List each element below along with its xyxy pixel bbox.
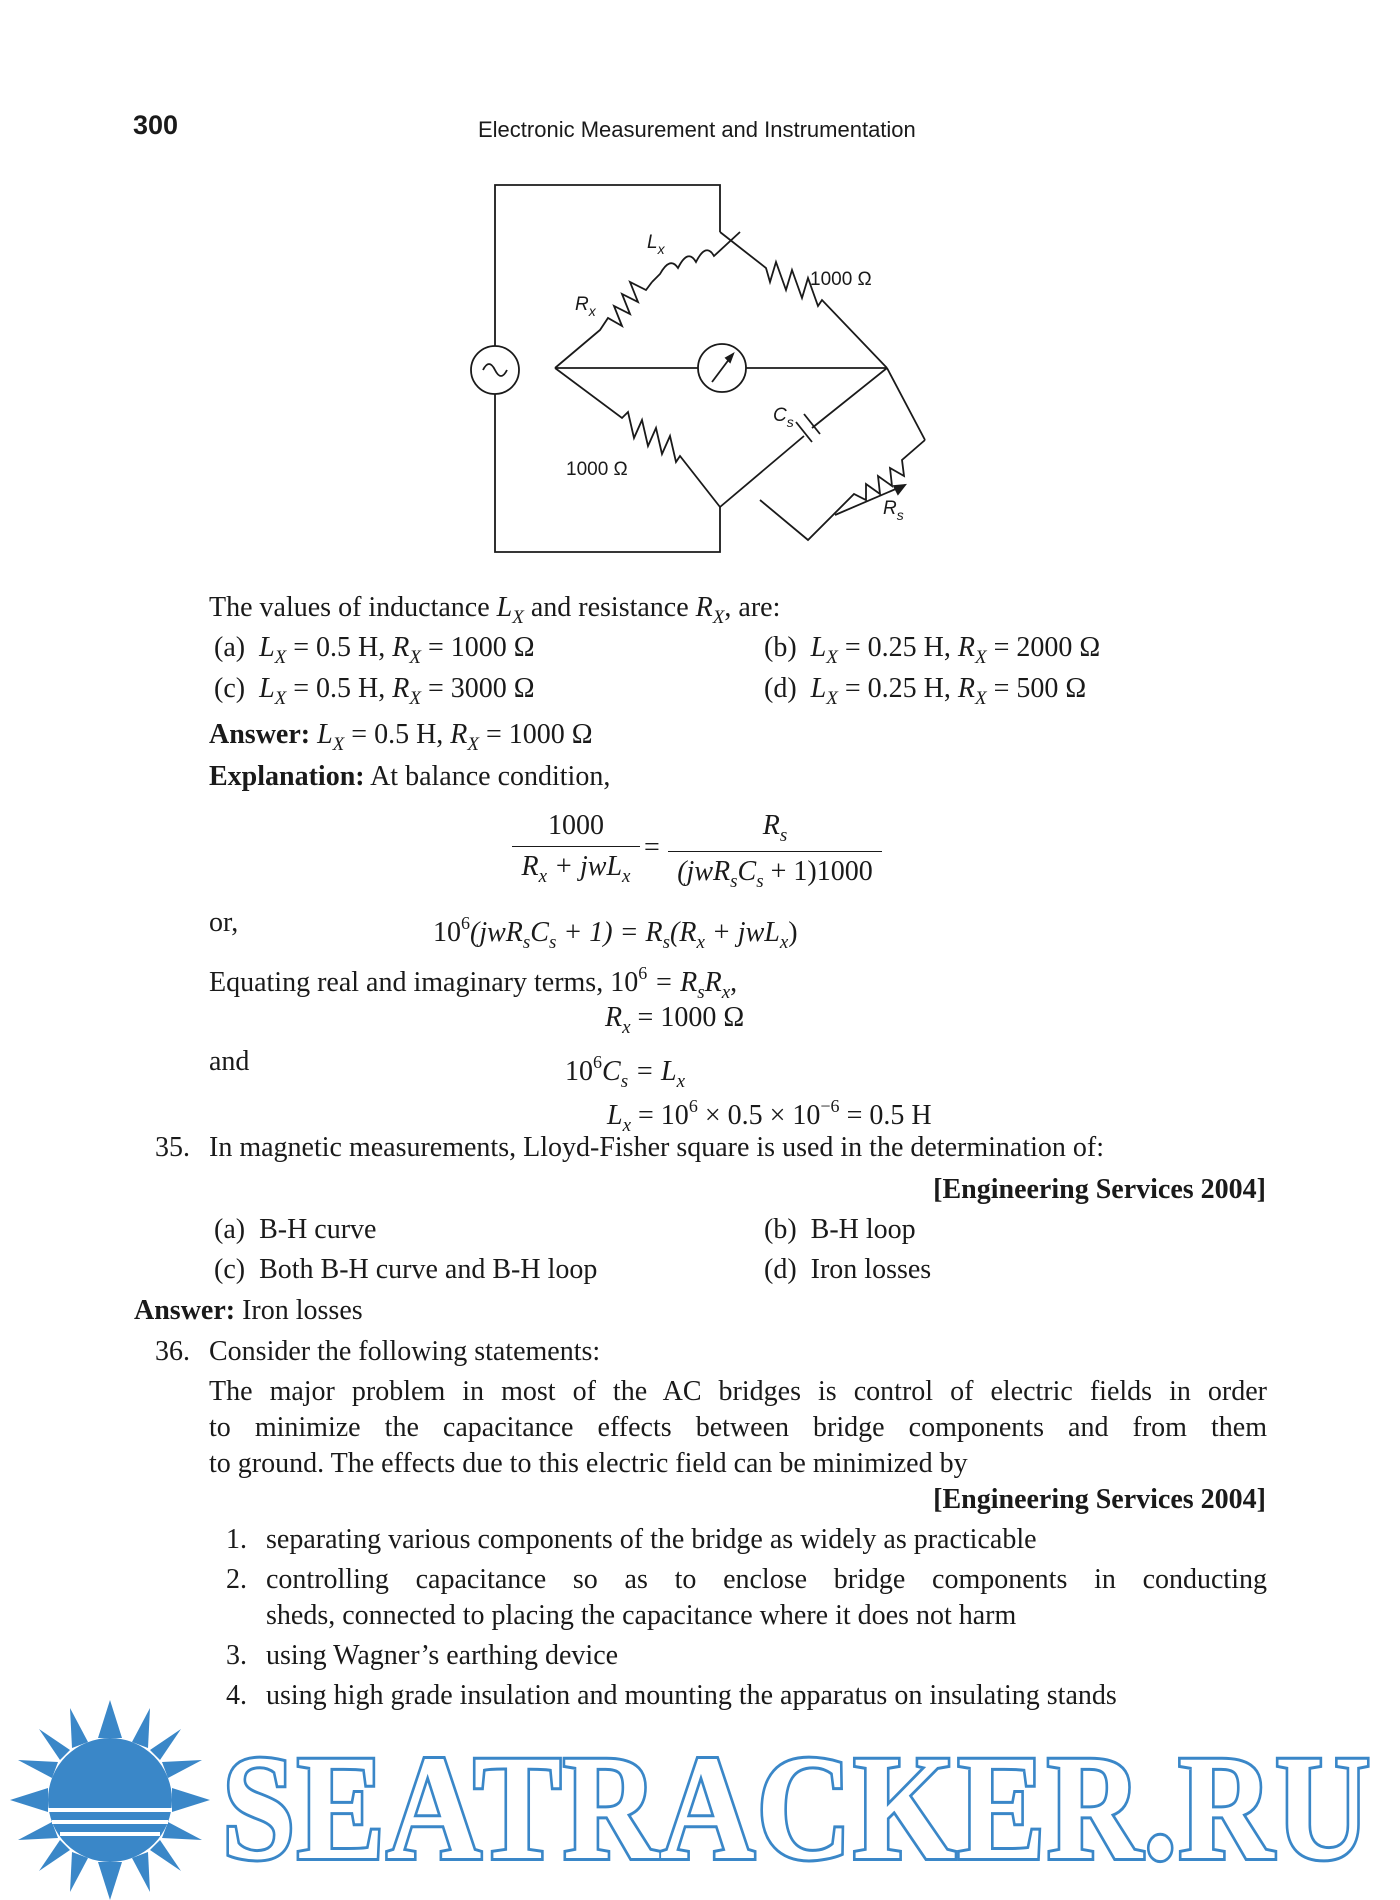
r-1000-top [720, 232, 887, 368]
cs-capacitor [796, 422, 812, 442]
running-title: Electronic Measurement and Instrumentation [478, 117, 916, 142]
q36-item-4-num: 4. [226, 1680, 247, 1711]
q36-item-1: separating various components of the bridge as widely as practicable [266, 1524, 1037, 1555]
watermark-text: SEATRACKER.RU [222, 1725, 1372, 1891]
watermark [0, 1690, 1400, 1900]
rs-label: $R_s$ [883, 498, 904, 523]
q36-item-4: using high grade insulation and mounting the apparatus on insulating stands [266, 1680, 1117, 1711]
eq1-equals: = [644, 832, 660, 863]
q36-item-2: controlling capacitance so as to enclose bridge components in conducting sheds, connected to placing the capacitance where it does not harm [266, 1564, 1267, 1631]
q36-item-2-num: 2. [226, 1564, 247, 1595]
r-bottom-left-label: 1000 Ω [566, 459, 628, 480]
q36-source: [Engineering Services 2004] [933, 1484, 1266, 1515]
q34-option-a: (a) $L_X = 0.5$ H, $R_X = 1000$ Ω [214, 632, 535, 668]
eq1-lhs-fraction: 1000 $R_x + jwL_x$ [512, 810, 640, 888]
rx-resistor [555, 282, 652, 368]
lx-label: $L_x$ [647, 232, 665, 257]
eq3: $R_x = 1000$ Ω [605, 1002, 745, 1038]
q35-source: [Engineering Services 2004] [933, 1174, 1266, 1205]
q36-paragraph: The major problem in most of the AC bridges is control of electric fields in order to minimize the capacitance effects between bridge components and from them to ground. The effects due to this electric field can be minimized by [209, 1376, 1267, 1479]
q35-option-b: (b) B-H loop [764, 1214, 916, 1245]
sun-logo-icon [10, 1700, 210, 1900]
q34-option-b: (b) $L_X = 0.25$ H, $R_X = 2000$ Ω [764, 632, 1101, 668]
equating-line: Equating real and imaginary terms, $10^6 = R_sR_x$, [209, 963, 738, 1003]
q36-item-3: using Wagner’s earthing device [266, 1640, 619, 1671]
maxwell-bridge-diagram [460, 175, 940, 565]
eq4: $10^6C_s = L_x$ [565, 1052, 685, 1092]
q34-answer: Answer: $L_X = 0.5$ H, $R_X = 1000$ Ω [209, 719, 593, 755]
q36-stem: Consider the following statements: [209, 1336, 601, 1367]
q35-number: 35. [155, 1132, 190, 1163]
q36-item-1-num: 1. [226, 1524, 247, 1555]
q34-option-c: (c) $L_X = 0.5$ H, $R_X = 3000$ Ω [214, 673, 535, 709]
page-number: 300 [133, 110, 179, 140]
eq5: $L_x = 10^6 \times 0.5 \times 10^{-6} = 0.5$ H [607, 1096, 932, 1136]
or-label: or, [209, 907, 239, 938]
q35-option-d: (d) Iron losses [764, 1254, 932, 1285]
lx-inductor [652, 232, 740, 282]
q35-option-a: (a) B-H curve [214, 1214, 377, 1245]
q36-number: 36. [155, 1336, 190, 1367]
and-label: and [209, 1046, 250, 1077]
r-1000-bottom [555, 368, 720, 507]
q35-option-c: (c) Both B-H curve and B-H loop [214, 1254, 598, 1285]
eq1-rhs-fraction: $R_s$ $(jwR_sC_s + 1)1000$ [668, 810, 882, 893]
q35-answer: Answer: Iron losses [134, 1295, 363, 1326]
rx-label: $R_x$ [575, 294, 596, 319]
q34-explanation: Explanation: At balance condition, [209, 761, 611, 792]
q34-option-d: (d) $L_X = 0.25$ H, $R_X = 500$ Ω [764, 673, 1087, 709]
q34-stem: The values of inductance $L_X$ and resistance $R_X$, are: [209, 592, 781, 628]
cs-label-text: $C_s$ [773, 405, 794, 430]
q36-item-3-num: 3. [226, 1640, 247, 1671]
eq2: $10^6(jwR_sC_s + 1) = R_s(R_x + jwL_x)$ [433, 913, 798, 953]
r-top-right-label: 1000 Ω [810, 269, 872, 290]
q35-stem: In magnetic measurements, Lloyd-Fisher square is used in the determination of: [209, 1132, 1104, 1163]
